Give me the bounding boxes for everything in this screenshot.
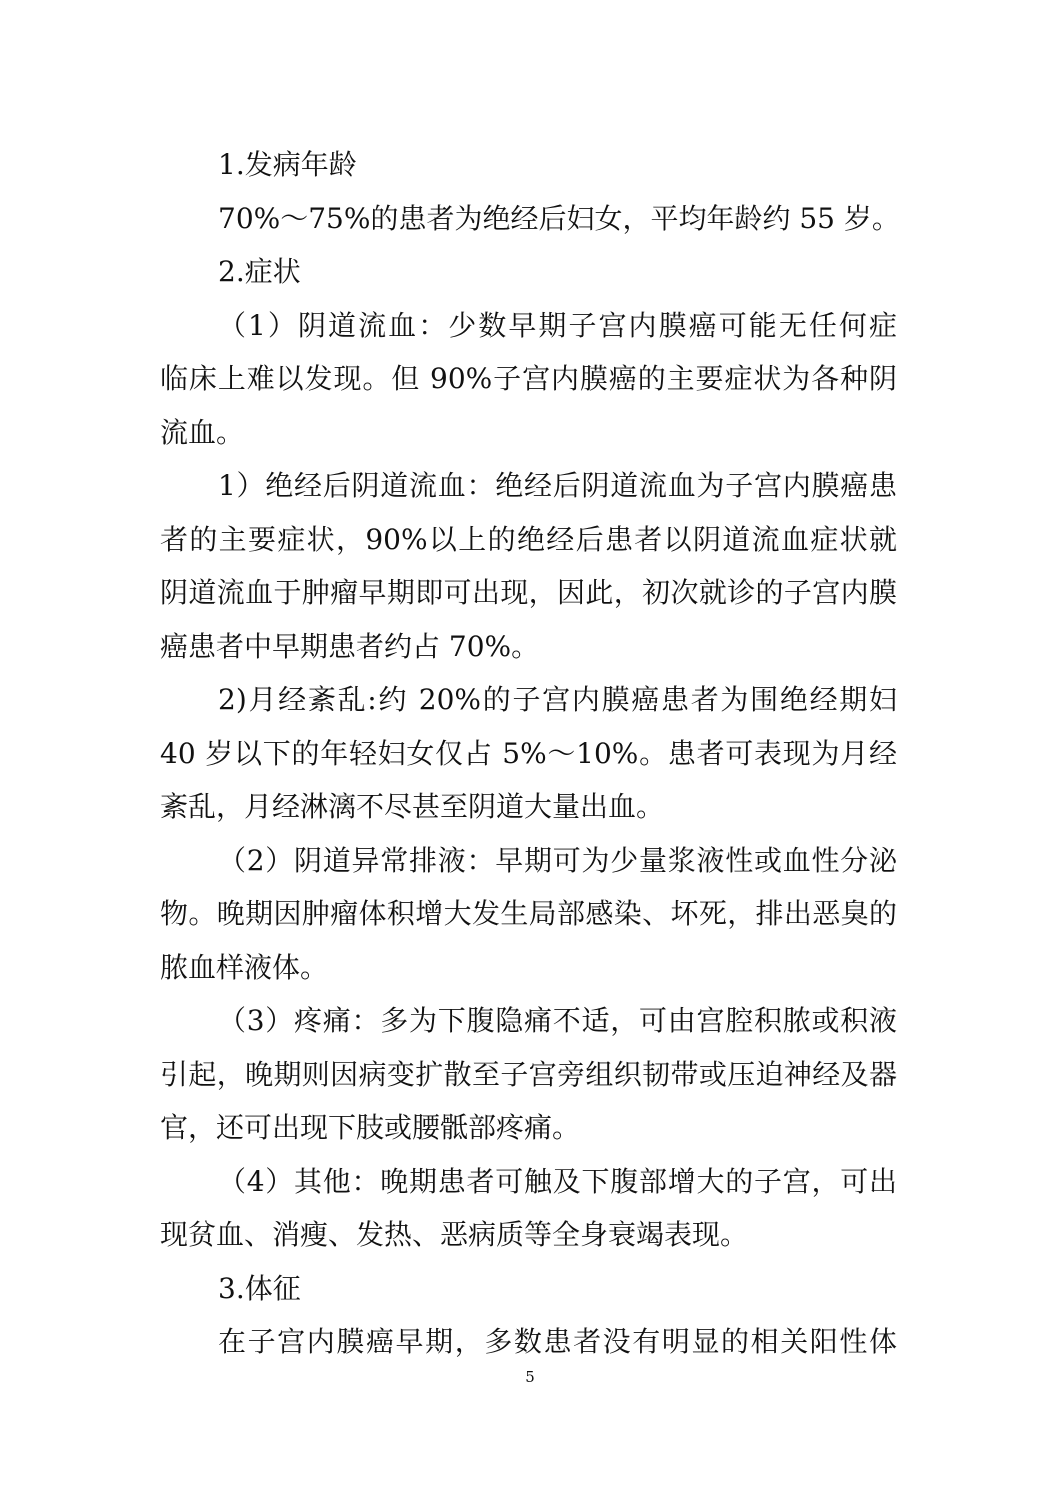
text-line: 现贫血、消瘦、发热、恶病质等全身衰竭表现。 bbox=[160, 1218, 749, 1251]
text-line: 紊乱，月经淋漓不尽甚至阴道大量出血。 bbox=[160, 790, 665, 823]
text-line: 阴道流血于肿瘤早期即可出现，因此，初次就诊的子宫内膜 bbox=[160, 576, 897, 609]
text-line: （2）阴道异常排液：早期可为少量浆液性或血性分泌 bbox=[218, 843, 897, 877]
text-line: 物。晚期因肿瘤体积增大发生局部感染、坏死，排出恶臭的 bbox=[160, 897, 897, 930]
text-line: 者的主要症状，90%以上的绝经后患者以阴道流血症状就 bbox=[160, 522, 897, 556]
heading-onset-age: 1.发病年龄 bbox=[218, 148, 357, 181]
text-line: （3）疼痛：多为下腹隐痛不适，可由宫腔积脓或积液 bbox=[218, 1004, 897, 1037]
heading-signs: 3.体征 bbox=[218, 1271, 301, 1305]
text-line: （1）阴道流血：少数早期子宫内膜癌可能无任何症 bbox=[218, 308, 897, 342]
text-line: 癌患者中早期患者约占 70%。 bbox=[160, 629, 540, 663]
text-line: （4）其他：晚期患者可触及下腹部增大的子宫，可出 bbox=[218, 1164, 897, 1198]
text-line: 临床上难以发现。但 90%子宫内膜癌的主要症状为各种阴 bbox=[160, 362, 897, 395]
text-line: 官，还可出现下肢或腰骶部疼痛。 bbox=[160, 1111, 581, 1144]
text-line: 流血。 bbox=[160, 415, 245, 449]
text-line: 引起，晚期则因病变扩散至子宫旁组织韧带或压迫神经及器 bbox=[160, 1057, 897, 1091]
text-line: 70%～75%的患者为绝经后妇女，平均年龄约 55 岁。 bbox=[218, 201, 900, 235]
text-line: 40 岁以下的年轻妇女仅占 5%～10%。患者可表现为月经 bbox=[160, 736, 897, 770]
text-line: 1）绝经后阴道流血：绝经后阴道流血为子宫内膜癌患 bbox=[218, 469, 897, 502]
text-line: 在子宫内膜癌早期，多数患者没有明显的相关阳性体 bbox=[218, 1325, 897, 1358]
heading-symptoms: 2.症状 bbox=[218, 255, 301, 288]
text-line: 2)月经紊乱:约 20%的子宫内膜癌患者为围绝经期妇 bbox=[218, 683, 897, 716]
page-number: 5 bbox=[525, 1368, 535, 1386]
document-body bbox=[160, 138, 900, 1369]
text-line: 脓血样液体。 bbox=[160, 950, 329, 984]
